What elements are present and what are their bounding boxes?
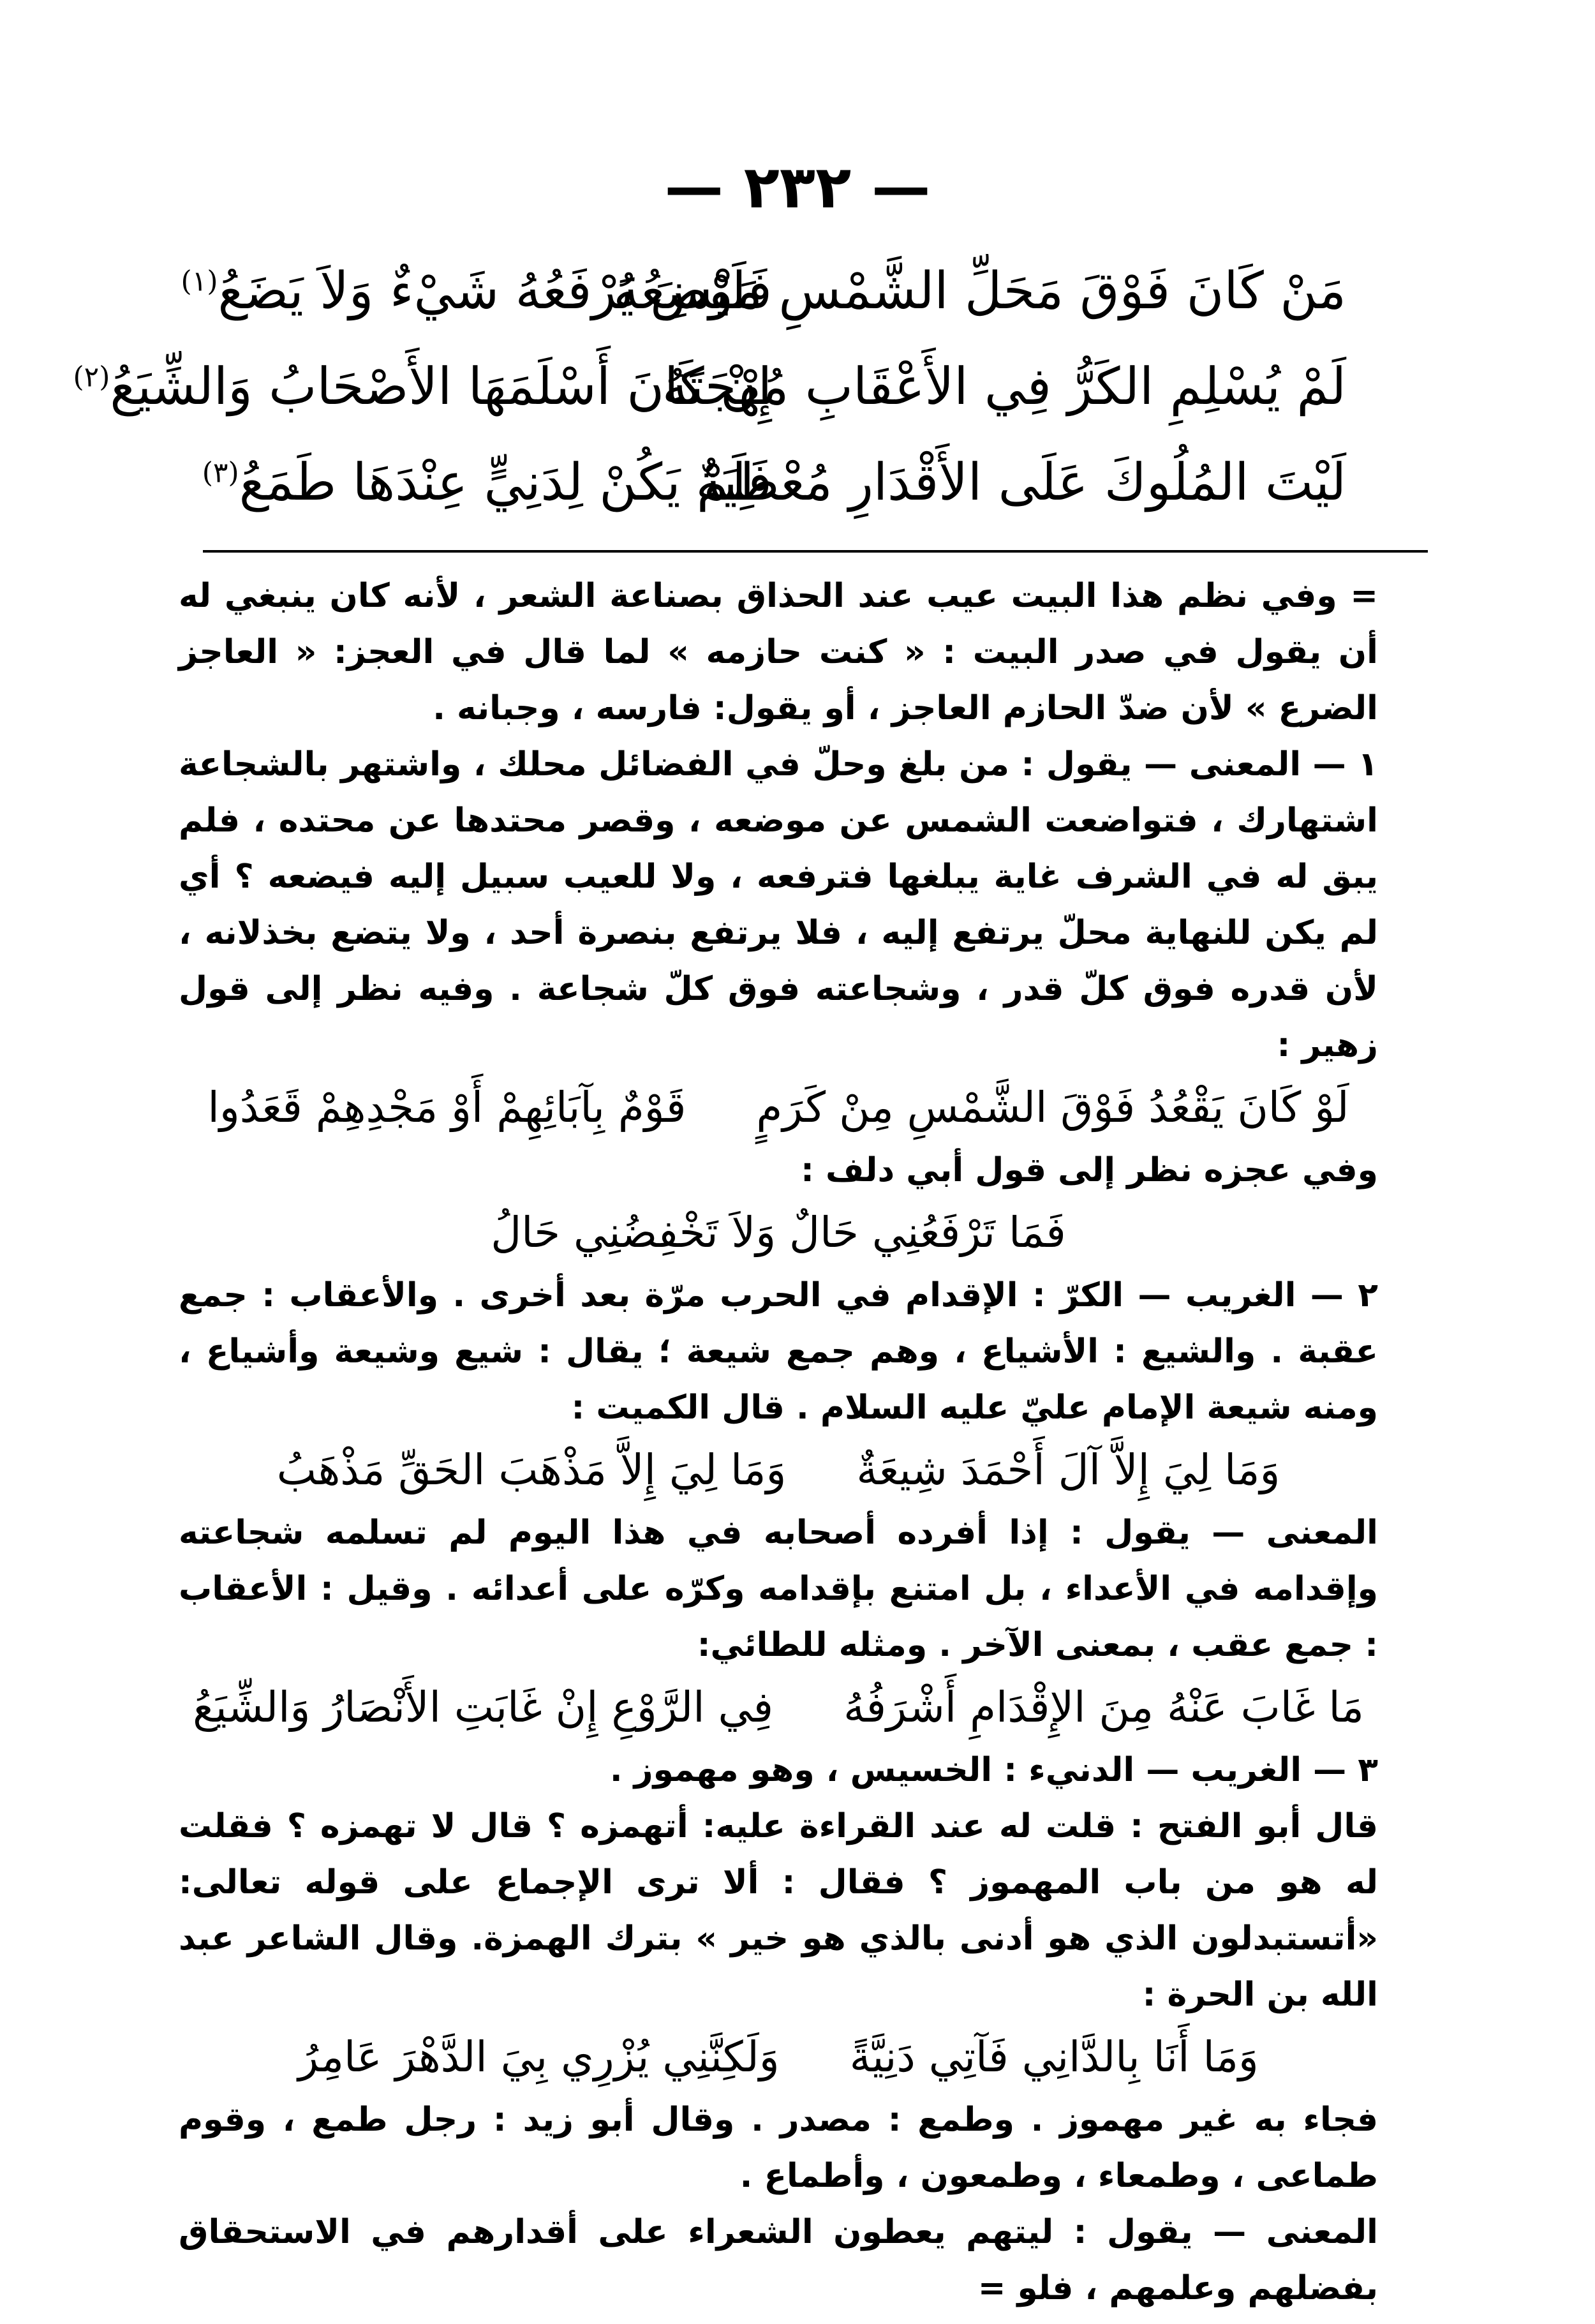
commentary-paragraph: ٣ — الغريب — الدنيء : الخسيس ، وهو مهموز . <box>609 1751 1378 1789</box>
quoted-verse <box>179 1073 1378 1142</box>
verse-line <box>181 242 1346 338</box>
commentary-paragraph: المعنى — يقول : ليتهم يعطون الشعراء على أقدارهم في الاستحقاق بفضلهم وعلمهم ، فلو = <box>179 2213 1378 2307</box>
commentary-paragraph: ١ — المعنى — يقول : من بلغ وحلّ في الفضائل محلك ، واشتهر بالشجاعة اشتهارك ، فتواضعت الشمس عن موضعه ، وقصر محتدها عن محتده ، فلم يبق له في الشرف غاية يبلغها فترفعه ، ولا للعيب سبيل إليه فيضعه ؟ أي لم يكن للنهاية محلّ يرتفع إليه ، فلا يرتفع بنصرة أحد ، ولا يتضع بخذلانه ، لأن قدره فوق كلّ قدر ، وشجاعته فوق كلّ شجاعة . وفيه نظر إلى قول زهير : <box>179 745 1378 1064</box>
footnote-marker: (٢) <box>73 360 110 393</box>
quoted-verse <box>179 2023 1378 2092</box>
commentary-paragraph: قال أبو الفتح : قلت له عند القراءة عليه: أتهمزه ؟ قال لا تهمزه ؟ فقلت له هو من باب المهموز ؟ فقال : ألا ترى الإجماع على قوله تعالى: «أتستبدلون الذي هو أدنى بالذي هو خير » بترك الهمزة. وقال الشاعر عبد الله بن الحرة : <box>179 1807 1378 2014</box>
footnote-marker: (١) <box>181 264 218 297</box>
commentary-paragraph: المعنى — يقول : إذا أفرده أصحابه في هذا اليوم لم تسلمه شجاعته وإقدامه في الأعداء ، بل امتنع بإقدامه وكرّه على أعدائه . وقيل : الأعقاب : جمع عقب ، بمعنى الآخر . ومثله للطائي: <box>179 1514 1378 1664</box>
quoted-verse <box>179 1436 1378 1505</box>
separator-rule <box>203 550 1428 553</box>
verse-second-hemistich <box>73 356 772 416</box>
commentary-paragraph: = وفي نظم هذا البيت عيب عند الحذاق بصناعة الشعر ، لأنه كان ينبغي له أن يقول في صدر البيت : « كنت حازمه » لما قال في العجز: « العاجز الضرع » لأن ضدّ الحازم العاجز ، أو يقول: فارسه ، وجبانه . <box>179 577 1378 727</box>
quoted-hemistich: وَلَكِنَّنِي يُزْرِي بِيَ الدَّهْرَ عَامِرُ <box>298 2032 780 2082</box>
footnote-marker: (٣) <box>202 456 239 489</box>
verse-line <box>198 434 1346 530</box>
verse-line <box>73 338 1346 434</box>
verse-block <box>73 242 1346 530</box>
quoted-hemistich: فِي الرَّوْعِ إِنْ غَابَتِ الأَنْصَارُ وَالشِّيَعُ <box>193 1683 774 1732</box>
commentary <box>179 568 1378 2316</box>
verse-text: فَلَيْسَ يَرْفَعُهُ شَيْءٌ وَلاَ يَضَعُ <box>218 260 772 320</box>
verse-second-hemistich <box>181 260 772 320</box>
quoted-hemistich: مَا غَابَ عَنْهُ مِنَ الإِقْدَامِ أَشْرَفُهُ <box>843 1683 1364 1732</box>
verse-first-hemistich: لَيْتَ المُلُوكَ عَلَى الأَقْدَارِ مُعْطِيَةٌ <box>695 452 1346 512</box>
quoted-hemistich: قَوْمٌ بِآبَائِهِمْ أَوْ مَجْدِهِمْ قَعَدُوا <box>207 1083 686 1132</box>
commentary-paragraph: وفي عجزه نظر إلى قول أبي دلف : <box>801 1151 1378 1189</box>
verse-second-hemistich <box>198 452 772 512</box>
quoted-hemistich: لَوْ كَانَ يَقْعُدُ فَوْقَ الشَّمْسِ مِنْ كَرَمٍ <box>756 1083 1349 1132</box>
quoted-verse <box>179 1673 1378 1742</box>
quoted-hemistich: وَمَا أَنَا بِالدَّانِي فَآتِي دَنِيَّةً <box>849 2032 1259 2082</box>
page-number: — ٢٣٢ — <box>664 153 931 221</box>
quoted-hemistich: وَمَا لِيَ إِلاَّ مَذْهَبَ الحَقِّ مَذْهَبُ <box>276 1445 787 1494</box>
verse-text: فَلَمْ يَكُنْ لِدَنِيٍّ عِنْدَهَا طَمَعُ <box>239 452 772 512</box>
quoted-hemistich: وَمَا لِيَ إِلاَّ آلَ أَحْمَدَ شِيعَةٌ <box>856 1445 1280 1494</box>
commentary-paragraph: فجاء به غير مهموز . وطمع : مصدر . وقال أبو زيد : رجل طمع ، وقوم طماعى ، وطمعاء ، وطمعون ، وأطماع . <box>179 2101 1378 2195</box>
verse-first-hemistich: مَنْ كَانَ فَوْقَ مَحَلِّ الشَّمْسِ مَوْضِعُهُ <box>613 260 1346 320</box>
quoted-verse <box>179 1198 1378 1267</box>
quoted-hemistich: فَمَا تَرْفَعُنِي حَالٌ وَلاَ تَخْفِضُنِي حَالُ <box>491 1208 1066 1257</box>
verse-first-hemistich: لَمْ يُسْلِمِ الكَرُّ فِي الأَعْقَابِ مُهْجَتَهُ <box>662 356 1346 416</box>
verse-text: إِنْ كَانَ أَسْلَمَهَا الأَصْحَابُ وَالشِّيَعُ <box>110 356 772 416</box>
commentary-paragraph: ٢ — الغريب — الكرّ : الإقدام في الحرب مرّة بعد أخرى . والأعقاب : جمع عقبة . والشيع : الأشياع ، وهم جمع شيعة ؛ يقال : شيع وشيعة وأشياع ، ومنه شيعة الإمام عليّ عليه السلام . قال الكميت : <box>179 1276 1378 1427</box>
